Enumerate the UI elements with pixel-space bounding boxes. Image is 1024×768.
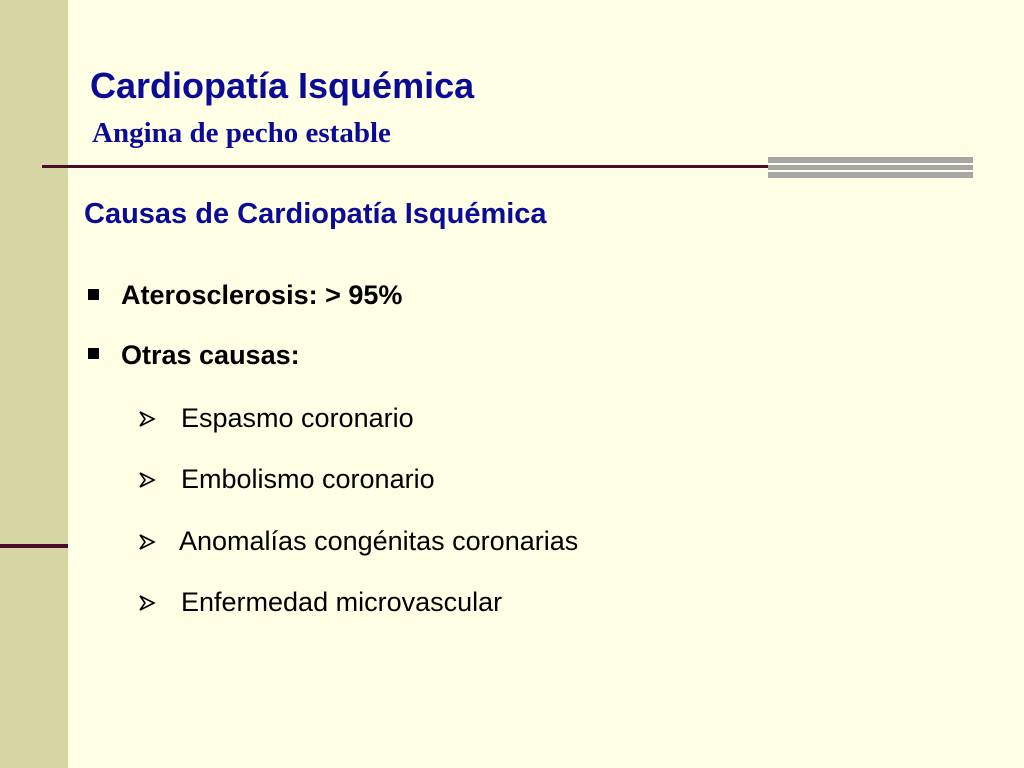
gray-stripe	[768, 157, 973, 163]
square-bullet-icon	[88, 348, 99, 359]
section-heading: Causas de Cardiopatía Isquémica	[84, 198, 547, 230]
bullet-text	[121, 342, 300, 369]
gray-stripe	[768, 172, 973, 178]
arrowhead-bullet-icon	[138, 533, 156, 551]
arrowhead-bullet-icon	[138, 410, 156, 428]
sub-bullet-text: Anomalías congénitas coronarias	[179, 526, 579, 556]
sub-bullet-text: Espasmo coronario	[181, 403, 414, 433]
left-decorative-band	[0, 0, 68, 768]
sub-bullet-text: Enfermedad microvascular	[181, 587, 503, 617]
bullet-label: Otras causas:	[121, 340, 300, 370]
left-accent-rule	[0, 544, 68, 548]
bullet-label: Aterosclerosis:	[121, 280, 318, 310]
square-bullet-icon	[88, 289, 99, 300]
arrowhead-bullet-icon	[138, 594, 156, 612]
slide-subtitle: Angina de pecho estable	[92, 117, 391, 149]
gray-stripe-decoration	[768, 157, 973, 179]
title-divider-rule	[42, 165, 770, 168]
bullet-value: > 95%	[325, 280, 403, 310]
bullet-text	[121, 282, 402, 309]
gray-stripe	[768, 165, 973, 170]
slide-title: Cardiopatía Isquémica	[90, 65, 475, 106]
sub-bullet-text: Embolismo coronario	[181, 464, 435, 494]
arrowhead-bullet-icon	[138, 471, 156, 489]
